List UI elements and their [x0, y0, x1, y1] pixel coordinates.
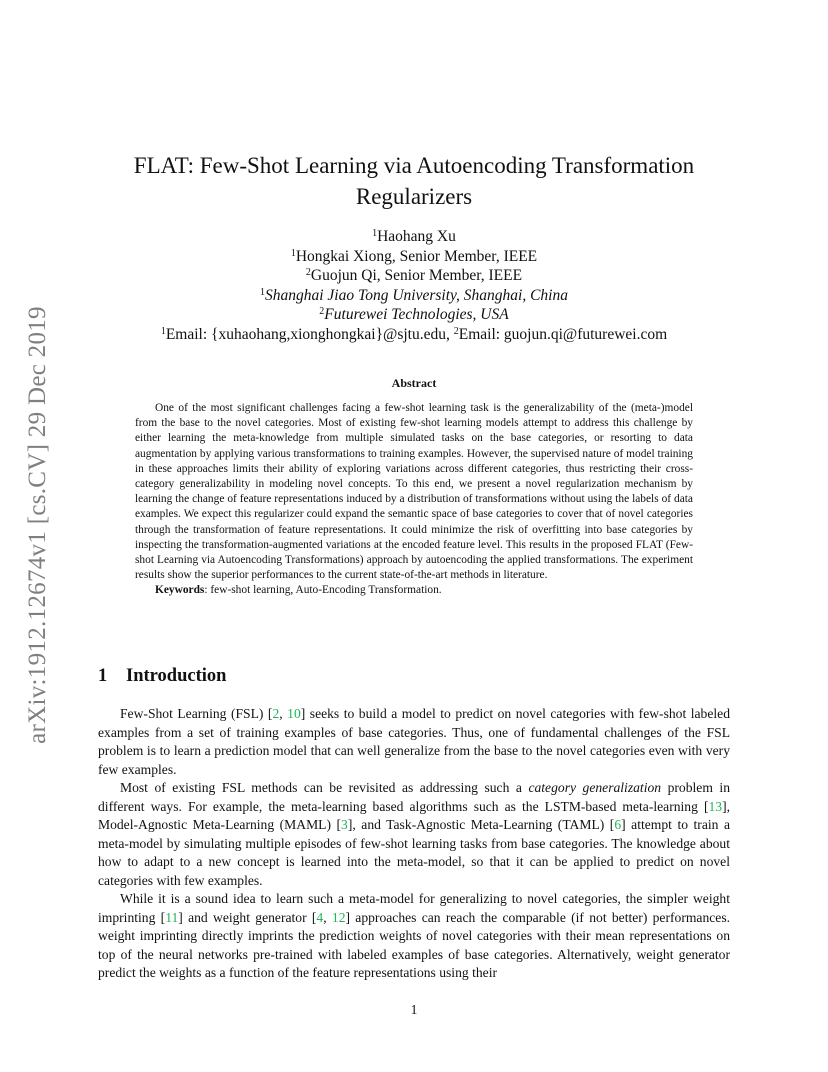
- affiliation-name: Futurewei Technologies, USA: [324, 306, 509, 323]
- section-number: 1: [98, 666, 108, 686]
- emphasis-text: category generalization: [528, 780, 662, 795]
- introduction-body: [98, 705, 730, 983]
- affiliation-sup: 2: [453, 325, 459, 337]
- citation-link[interactable]: 12: [331, 909, 346, 925]
- paper-title: FLAT: Few-Shot Learning via Autoencoding Transformation Regularizers: [133, 153, 695, 209]
- author-line: [98, 266, 730, 286]
- text-run: Most of existing FSL methods can be revisited as addressing such a: [120, 780, 529, 795]
- citation-link[interactable]: 11: [165, 909, 179, 925]
- affiliation-sup: 2: [319, 306, 325, 317]
- citation-link[interactable]: 13: [708, 798, 723, 814]
- text-run: ] approaches can reach the comparable (if not better) performances. weight imprinting directly imprints the prediction weights of novel categories with their mean representations on top of the neural networks pre-trained with labeled examples of base categories. Alternatively, weight generator predict the weights as a function of the feature representations using their: [98, 909, 731, 980]
- affiliation-line: [98, 286, 730, 306]
- text-run: ] attempt to train a meta-model by simulating multiple episodes of few-shot learning tasks from base categories. The knowledge about how to adapt to a new concept is learned into the meta-model, so that it can be applied to predict on novel categories with few examples.: [98, 817, 730, 888]
- citation-link[interactable]: 6: [614, 817, 622, 832]
- keywords-label: Keywords: [155, 584, 205, 597]
- text-run: While it is a sound idea to learn such a meta-model for generalizing to novel categories, the simpler weight imprinting [: [98, 891, 730, 925]
- email-text: Email: {xuhaohang,xionghongkai}@sjtu.edu,: [165, 325, 454, 343]
- abstract-body: [135, 401, 693, 599]
- affiliation-sup: 1: [260, 286, 265, 298]
- abstract-text: One of the most significant challenges facing a few-shot learning task is the generalizability of the (meta-)model from the base to the novel categories. Most of existing few-shot learning models attempt to address this challenge by either learning the meta-knowledge from multiple simulated tasks on the base categories, or resorting to data augmentation by applying various transformations to training examples. However, the supervised nature of model training in these approaches limits their ability of exploring variations across different categories, thus restricting their cross-category generalizability in modeling novel concepts. To this end, we present a novel regularization mechanism by learning the change of feature representations induced by a distribution of transformations without using the labels of data examples. We expect this regularizer could expand the semantic space of base categories to cover that of novel categories through the transformation of feature representations. It could minimize the risk of overfitting into base categories by inspecting the transformation-augmented variations at the encoded feature level. This results in the proposed FLAT (Few-shot Learning via Autoencoding Transformations) approach by autoencoding the applied transformations. The experiment results show the superior performances to the current state-of-the-art methods in literature.: [135, 402, 693, 582]
- paragraph: [98, 779, 730, 890]
- citation-link[interactable]: 4: [316, 909, 324, 925]
- text-run: ] and weight generator [: [178, 909, 317, 925]
- author-line: [98, 227, 730, 247]
- text-run: ,: [323, 909, 332, 925]
- text-run: ] seeks to build a model to predict on novel categories with few-shot labeled examples from a set of training examples of base categories. Thus, one of fundamental challenges of the FSL problem is to learn a prediction model that can well generalize from the base to the novel categories even with very few examples.: [98, 706, 730, 777]
- arxiv-stamp-text: arXiv:1912.12674v1 [cs.CV] 29 Dec 2019: [24, 306, 51, 744]
- email-line: [98, 325, 730, 345]
- affiliation-sup: 1: [290, 247, 296, 259]
- text-run: problem in different ways. For example, the meta-learning based algorithms such as the LSTM-based meta-learning [: [98, 780, 730, 814]
- paragraph: [98, 890, 730, 983]
- citation-link[interactable]: 10: [287, 706, 301, 721]
- section-title: Introduction: [126, 666, 227, 686]
- abstract-heading: Abstract: [391, 376, 437, 390]
- section-heading: [98, 666, 226, 687]
- author-name: Hongkai Xiong, Senior Member, IEEE: [295, 247, 538, 265]
- affiliation-line: [98, 305, 730, 325]
- affiliation-sup: 2: [305, 267, 311, 278]
- keywords-line: [135, 583, 693, 598]
- affiliation-sup: 1: [372, 228, 378, 239]
- arxiv-stamp: [18, 285, 58, 765]
- affiliation-sup: 1: [160, 325, 166, 337]
- text-run: Few-Shot Learning (FSL) [: [120, 706, 273, 721]
- author-name: Guojun Qi, Senior Member, IEEE: [310, 267, 523, 284]
- author-block: [98, 227, 730, 344]
- text-run: ], and Task-Agnostic Meta-Learning (TAML) [: [347, 817, 615, 832]
- text-run: ,: [279, 706, 288, 721]
- email-text: Email: guojun.qi@futurewei.com: [458, 325, 668, 343]
- author-name: Haohang Xu: [377, 228, 456, 245]
- author-line: [98, 247, 730, 267]
- text-run: ], Model-Agnostic Meta-Learning (MAML) [: [98, 798, 730, 832]
- paragraph: [98, 705, 730, 779]
- citation-link[interactable]: 2: [272, 706, 280, 721]
- affiliation-name: Shanghai Jiao Tong University, Shanghai, China: [265, 286, 568, 304]
- keywords-text: : few-shot learning, Auto-Encoding Transformation.: [204, 584, 442, 597]
- page-number: 1: [410, 1002, 418, 1017]
- citation-link[interactable]: 3: [341, 817, 348, 832]
